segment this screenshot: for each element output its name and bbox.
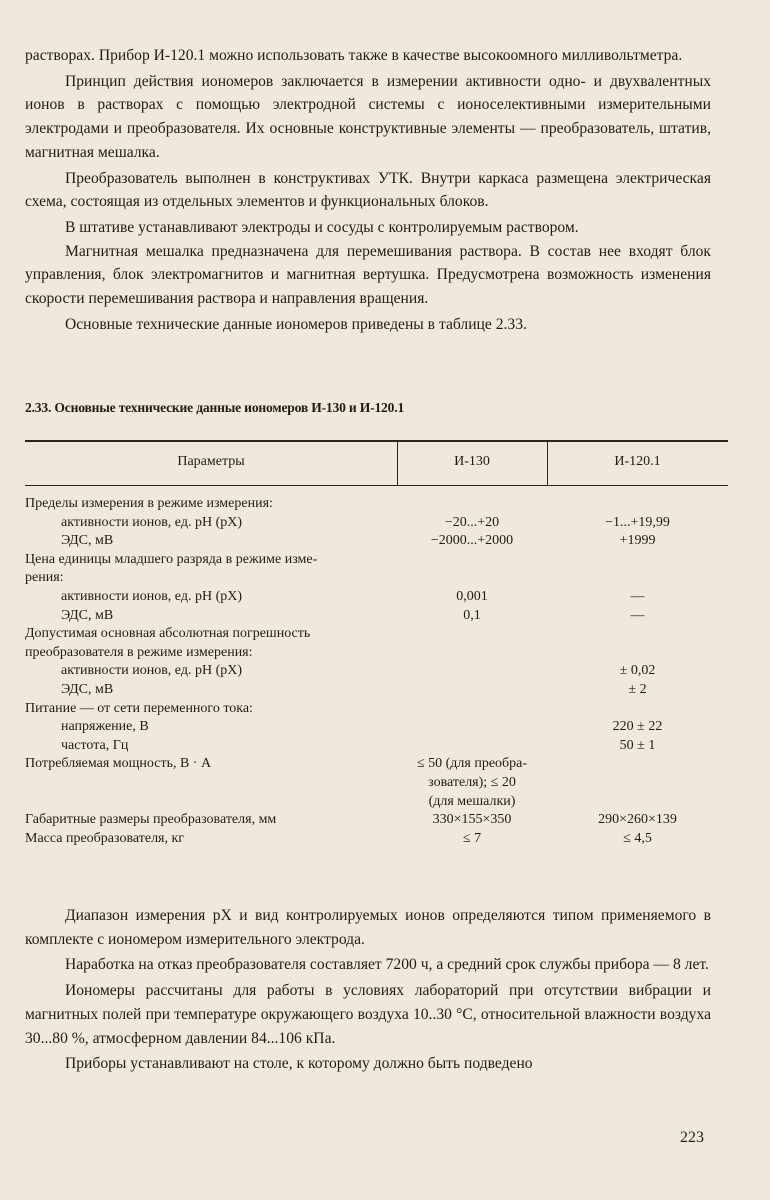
i130-value-cell: ≤ 50 (для преобра- <box>416 756 528 772</box>
parameter-cell: преобразователя в режиме измерения: <box>25 644 253 660</box>
parameter-cell: Пределы измерения в режиме измерения: <box>25 496 273 511</box>
paragraph: Наработка на отказ преобразователя составляет 7200 ч, а средний срок службы прибора — 8 лет. <box>65 956 709 974</box>
body-text-bottom <box>25 904 711 1076</box>
table-row <box>25 644 728 663</box>
table-row <box>25 607 728 626</box>
i120-1-value-cell: ± 0,02 <box>619 663 656 679</box>
table-row <box>25 532 728 551</box>
paragraph: Преобразователь выполнен в конструктивах УТК. Внутри каркаса размещена электрическая схема, состоящая из отдельных элементов и функциональных блоков. <box>25 169 711 211</box>
paragraph: растворах. Прибор И-120.1 можно использовать также в качестве высокоомного милливольтметра. <box>25 47 683 64</box>
table-row <box>25 588 728 607</box>
i120-1-value-cell: 220 ± 22 <box>612 719 663 735</box>
parameter-cell: Допустимая основная абсолютная погрешность <box>25 626 311 642</box>
paragraph: В штативе устанавливают электроды и сосуды с контролируемым раствором. <box>65 218 579 236</box>
parameter-cell: ЭДС, мВ <box>61 607 114 623</box>
i130-value-cell: (для мешалки) <box>428 793 516 809</box>
i130-value-cell: зователя); ≤ 20 <box>428 774 516 790</box>
table-row <box>25 830 728 849</box>
parameter-cell: активности ионов, ед. pH (pX) <box>61 663 243 679</box>
parameter-cell: активности ионов, ед. pH (pX) <box>61 514 243 530</box>
body-text-top <box>25 44 711 336</box>
header-parameters: Параметры <box>177 454 245 469</box>
table-row <box>25 625 728 644</box>
table-row <box>25 737 728 756</box>
spec-table <box>25 440 728 848</box>
table-header <box>25 440 728 486</box>
i130-value-cell: −20...+20 <box>444 514 500 530</box>
i120-1-value-cell: ≤ 4,5 <box>623 830 652 846</box>
i130-value-cell: ≤ 7 <box>462 830 482 846</box>
i130-value-cell: 330×155×350 <box>432 812 512 828</box>
parameter-cell: Масса преобразователя, кг <box>25 830 185 846</box>
i130-value-cell: −2000...+2000 <box>430 533 514 549</box>
table-caption: 2.33. Основные технические данные иономеров И-130 и И-120.1 <box>25 400 405 415</box>
i120-1-value-cell: −1...+19,99 <box>605 514 670 530</box>
table-row <box>25 551 728 570</box>
paragraph: Магнитная мешалка предназначена для перемешивания раствора. В состав нее входят блок управления, блок электромагнитов и магнитная вертушка. Предусмотрена возможность изменения скорости перемешивания раствора и направления вращения. <box>25 242 711 308</box>
i120-1-value-cell: ± 2 <box>628 681 647 697</box>
i120-1-value-cell: 290×260×139 <box>598 812 677 828</box>
table-row <box>25 811 728 830</box>
table-row <box>25 662 728 681</box>
table-row <box>25 495 728 514</box>
i120-1-value-cell: — <box>630 607 645 623</box>
paragraph: Иономеры рассчитаны для работы в условиях лабораторий при отсутствии вибрации и магнитных полей при температуре окружающего воздуха 10..30 °С, относительной влажности воздуха 30...80 %, атмосферном давлении 84...106 кПа. <box>25 982 711 1047</box>
table-row <box>25 755 728 774</box>
i120-1-value-cell: 50 ± 1 <box>619 737 656 753</box>
column-divider <box>547 442 548 485</box>
parameter-cell: Цена единицы младшего разряда в режиме изме- <box>25 551 318 567</box>
parameter-cell: частота, Гц <box>61 737 129 753</box>
page-number: 223 <box>680 1129 704 1146</box>
table-row <box>25 793 728 812</box>
parameter-cell: Питание — от сети переменного тока: <box>25 700 253 716</box>
paragraph: Принцип действия иономеров заключается в измерении активности одно- и двухвалентных ионов в растворах с помощью электродной системы с ионоселективными измерительными электродами и преобразователя. Их основные конструктивные элементы — преобразователь, штатив, магнитная мешалка. <box>25 72 711 161</box>
parameter-cell: рения: <box>25 570 64 586</box>
parameter-cell: Потребляемая мощность, В · А <box>25 756 212 772</box>
table-row <box>25 718 728 737</box>
i130-value-cell: 0,001 <box>456 588 488 604</box>
table-row <box>25 514 728 533</box>
table-row <box>25 569 728 588</box>
parameter-cell: ЭДС, мВ <box>61 681 114 697</box>
header-i120-1: И-120.1 <box>614 454 661 469</box>
parameter-cell: активности ионов, ед. pH (pX) <box>61 588 243 604</box>
parameter-cell: напряжение, В <box>61 719 149 735</box>
table-row <box>25 700 728 719</box>
header-i130: И-130 <box>454 454 490 469</box>
paragraph: Приборы устанавливают на столе, к которому должно быть подведено <box>65 1055 533 1073</box>
i130-value-cell: 0,1 <box>463 607 481 623</box>
table-row <box>25 774 728 793</box>
column-divider <box>397 442 398 485</box>
table-row <box>25 681 728 700</box>
i120-1-value-cell: +1999 <box>619 533 656 549</box>
i120-1-value-cell: — <box>630 588 645 604</box>
parameter-cell: ЭДС, мВ <box>61 533 114 549</box>
table-body <box>25 495 728 848</box>
parameter-cell: Габаритные размеры преобразователя, мм <box>25 812 277 828</box>
paragraph: Диапазон измерения pX и вид контролируемых ионов определяются типом применяемого в комплекте с иономером измерительного электрода. <box>25 907 711 948</box>
paragraph: Основные технические данные иономеров приведены в таблице 2.33. <box>65 315 527 333</box>
